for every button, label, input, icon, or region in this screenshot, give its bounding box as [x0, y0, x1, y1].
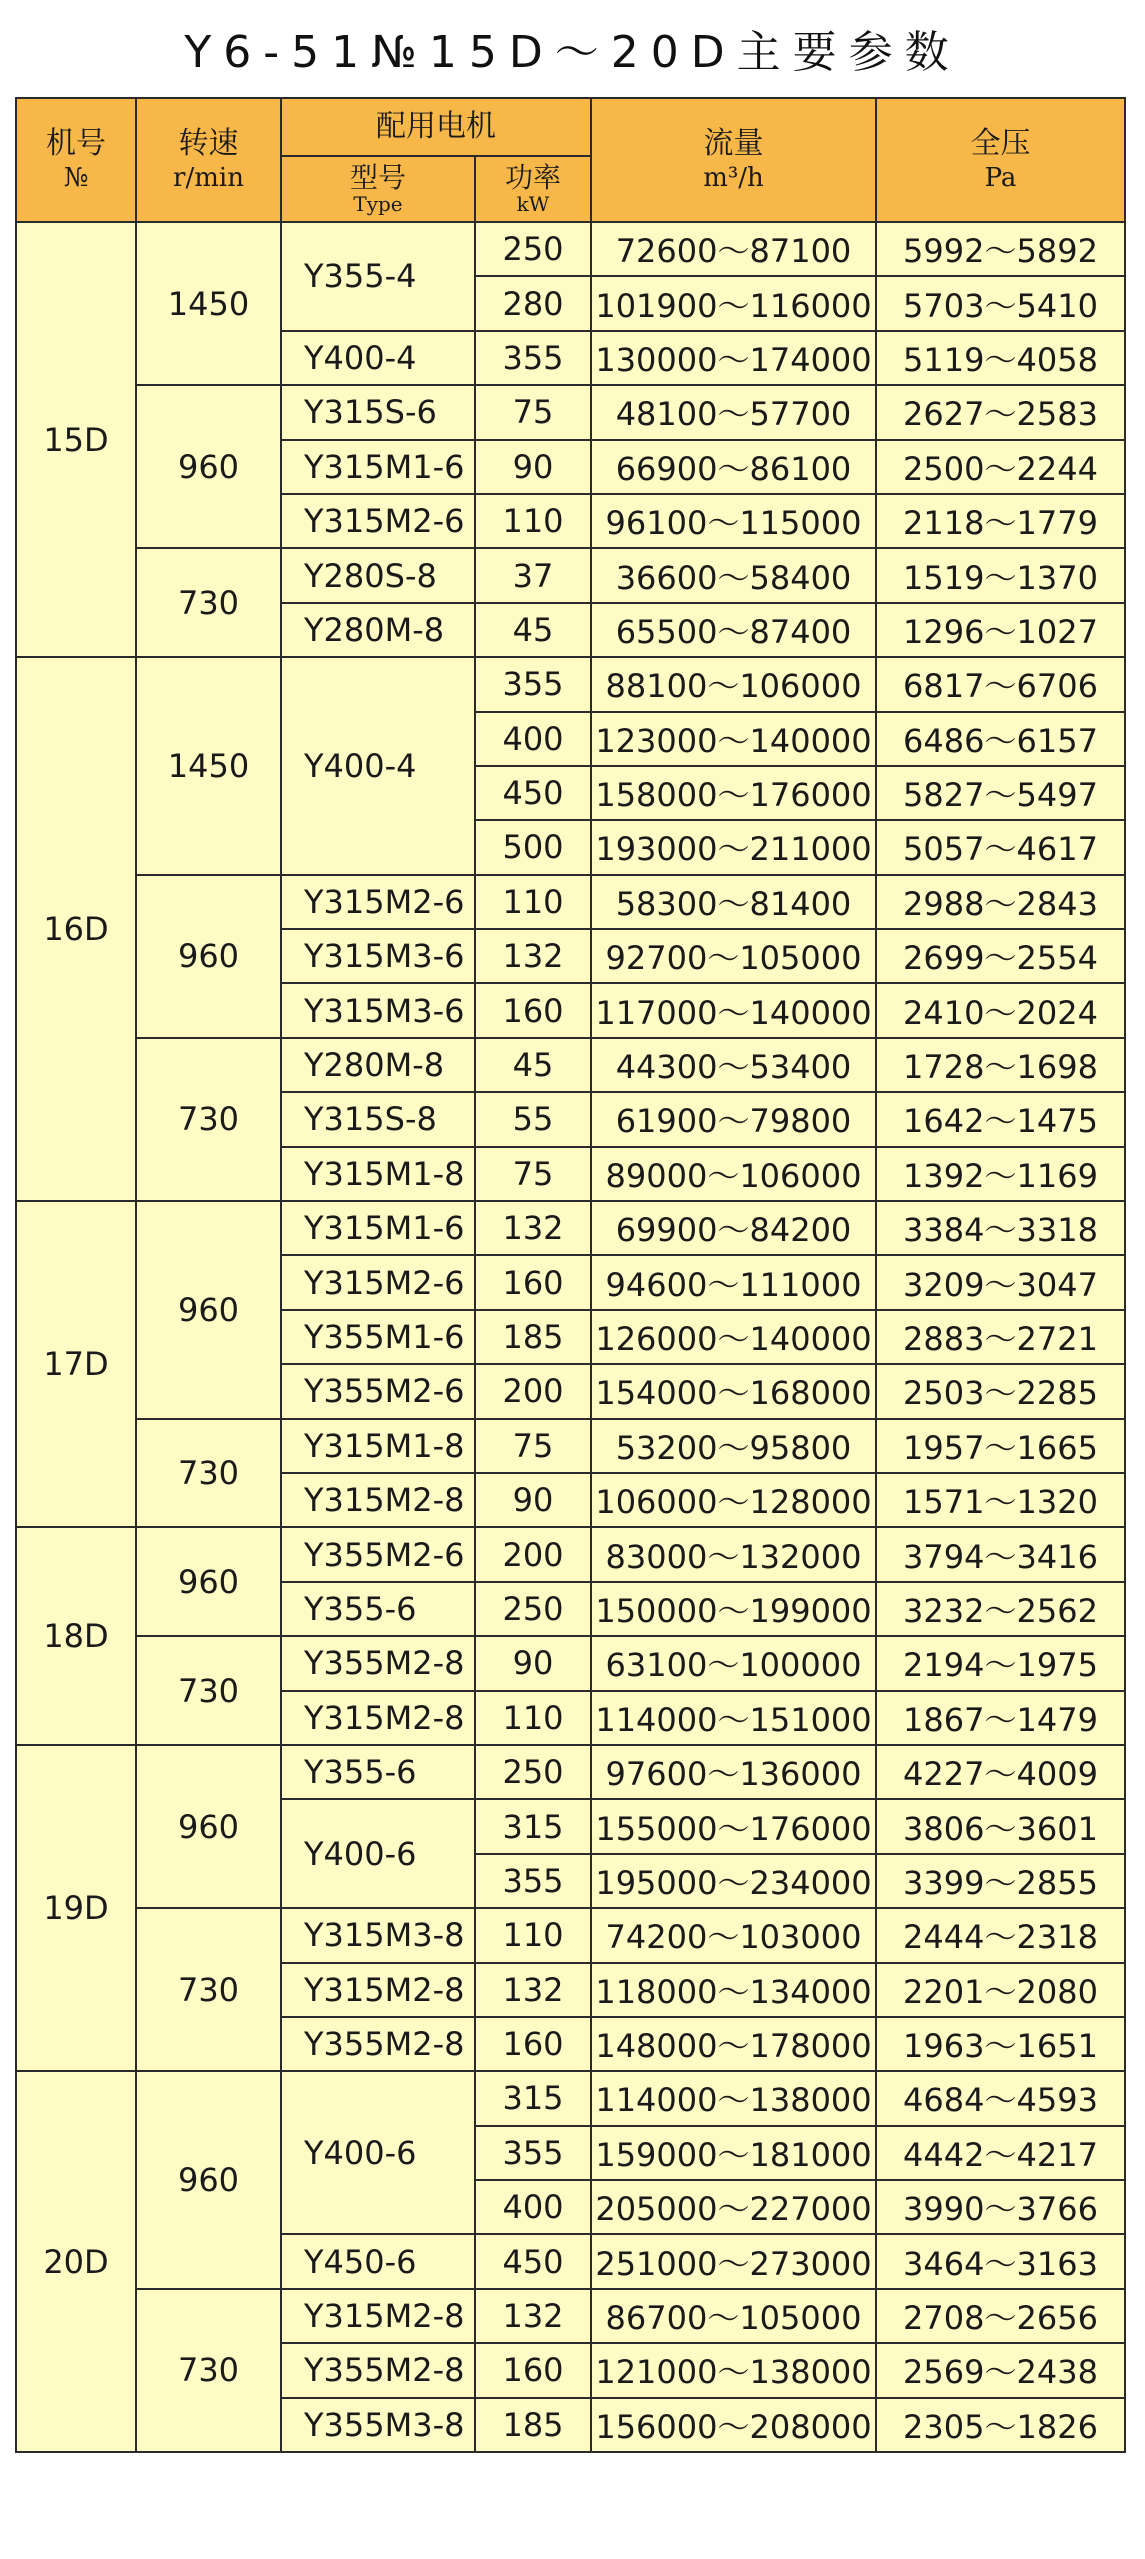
flow-cell: 74200～103000: [591, 1908, 876, 1962]
motor-model-cell: Y280M-8: [281, 1038, 475, 1092]
machine-no-cell: 16D: [16, 657, 136, 1201]
flow-cell: 156000～208000: [591, 2398, 876, 2452]
power-cell: 280: [475, 276, 591, 330]
power-cell: 75: [475, 1419, 591, 1473]
power-cell: 500: [475, 820, 591, 874]
power-cell: 90: [475, 1473, 591, 1527]
power-cell: 400: [475, 712, 591, 766]
flow-cell: 121000～138000: [591, 2343, 876, 2397]
flow-cell: 150000～199000: [591, 1582, 876, 1636]
power-cell: 132: [475, 2289, 591, 2343]
speed-cell: 960: [136, 385, 281, 548]
power-cell: 355: [475, 331, 591, 385]
motor-model-cell: Y355M1-6: [281, 1310, 475, 1364]
flow-cell: 92700～105000: [591, 929, 876, 983]
flow-cell: 88100～106000: [591, 657, 876, 711]
pressure-cell: 2500～2244: [876, 440, 1125, 494]
motor-model-cell: Y280M-8: [281, 603, 475, 657]
table-row: [16, 1038, 1125, 1092]
flow-cell: 114000～151000: [591, 1691, 876, 1745]
speed-cell: 730: [136, 548, 281, 657]
pressure-cell: 3794～3416: [876, 1527, 1125, 1581]
power-cell: 55: [475, 1092, 591, 1146]
speed-cell: 730: [136, 1636, 281, 1745]
motor-model-cell: Y315M2-6: [281, 494, 475, 548]
header-speed: 转速 r/min: [136, 98, 281, 222]
flow-cell: 118000～134000: [591, 1963, 876, 2017]
motor-model-cell: Y355M2-8: [281, 2017, 475, 2071]
machine-no-cell: 18D: [16, 1527, 136, 1745]
page-title: Y6-51№15D～20D主要参数: [184, 27, 961, 78]
power-cell: 250: [475, 1582, 591, 1636]
motor-model-cell: Y450-6: [281, 2234, 475, 2288]
flow-cell: 69900～84200: [591, 1201, 876, 1255]
motor-model-cell: Y315M1-8: [281, 1419, 475, 1473]
pressure-cell: 5057～4617: [876, 820, 1125, 874]
pressure-cell: 3806～3601: [876, 1799, 1125, 1853]
flow-cell: 65500～87400: [591, 603, 876, 657]
motor-model-cell: Y315M1-6: [281, 1201, 475, 1255]
pressure-cell: 1519～1370: [876, 548, 1125, 602]
motor-model-cell: Y315M2-6: [281, 1255, 475, 1309]
pressure-cell: 3384～3318: [876, 1201, 1125, 1255]
pressure-cell: 4684～4593: [876, 2071, 1125, 2125]
pressure-cell: 1392～1169: [876, 1147, 1125, 1201]
flow-cell: 96100～115000: [591, 494, 876, 548]
motor-model-cell: Y315M1-8: [281, 1147, 475, 1201]
machine-no-cell: 19D: [16, 1745, 136, 2071]
flow-cell: 114000～138000: [591, 2071, 876, 2125]
table-row: [16, 875, 1125, 929]
speed-cell: 960: [136, 1527, 281, 1636]
power-cell: 450: [475, 766, 591, 820]
motor-model-cell: Y315M2-8: [281, 2289, 475, 2343]
pressure-cell: 1728～1698: [876, 1038, 1125, 1092]
header-model: 型号 Type: [281, 156, 475, 222]
table-row: [16, 548, 1125, 602]
motor-model-cell: Y355-6: [281, 1582, 475, 1636]
motor-model-cell: Y315M3-6: [281, 929, 475, 983]
header-motor: 配用电机: [281, 98, 591, 156]
power-cell: 75: [475, 385, 591, 439]
pressure-cell: 5992～5892: [876, 222, 1125, 276]
speed-cell: 960: [136, 2071, 281, 2289]
header-pressure: 全压 Pa: [876, 98, 1125, 222]
power-cell: 450: [475, 2234, 591, 2288]
table-row: [16, 1201, 1125, 1255]
pressure-cell: 2708～2656: [876, 2289, 1125, 2343]
flow-cell: 193000～211000: [591, 820, 876, 874]
machine-no-cell: 20D: [16, 2071, 136, 2452]
speed-cell: 730: [136, 1908, 281, 2071]
power-cell: 132: [475, 1963, 591, 2017]
pressure-cell: 1571～1320: [876, 1473, 1125, 1527]
power-cell: 110: [475, 494, 591, 548]
speed-cell: 960: [136, 1745, 281, 1908]
flow-cell: 66900～86100: [591, 440, 876, 494]
power-cell: 160: [475, 2017, 591, 2071]
pressure-cell: 1963～1651: [876, 2017, 1125, 2071]
power-cell: 355: [475, 2126, 591, 2180]
flow-cell: 130000～174000: [591, 331, 876, 385]
pressure-cell: 2194～1975: [876, 1636, 1125, 1690]
pressure-cell: 1867～1479: [876, 1691, 1125, 1745]
header-machine-no: 机号 №: [16, 98, 136, 222]
pressure-cell: 2503～2285: [876, 1364, 1125, 1418]
flow-cell: 97600～136000: [591, 1745, 876, 1799]
motor-model-cell: Y315M1-6: [281, 440, 475, 494]
speed-cell: 960: [136, 1201, 281, 1419]
flow-cell: 154000～168000: [591, 1364, 876, 1418]
motor-model-cell: Y315S-6: [281, 385, 475, 439]
flow-cell: 159000～181000: [591, 2126, 876, 2180]
table-row: [16, 385, 1125, 439]
motor-model-cell: Y400-4: [281, 331, 475, 385]
pressure-cell: 5119～4058: [876, 331, 1125, 385]
pressure-cell: 3464～3163: [876, 2234, 1125, 2288]
pressure-cell: 5703～5410: [876, 276, 1125, 330]
pressure-cell: 3232～2562: [876, 1582, 1125, 1636]
pressure-cell: 6486～6157: [876, 712, 1125, 766]
pressure-cell: 2305～1826: [876, 2398, 1125, 2452]
power-cell: 132: [475, 929, 591, 983]
power-cell: 185: [475, 2398, 591, 2452]
pressure-cell: 2569～2438: [876, 2343, 1125, 2397]
header-row: [16, 98, 1125, 156]
motor-model-cell: Y315M2-8: [281, 1963, 475, 2017]
motor-model-cell: Y315M3-6: [281, 983, 475, 1037]
motor-model-cell: Y355-4: [281, 222, 475, 331]
pressure-cell: 2201～2080: [876, 1963, 1125, 2017]
power-cell: 110: [475, 1691, 591, 1745]
pressure-cell: 1296～1027: [876, 603, 1125, 657]
power-cell: 110: [475, 875, 591, 929]
power-cell: 75: [475, 1147, 591, 1201]
flow-cell: 155000～176000: [591, 1799, 876, 1853]
power-cell: 160: [475, 1255, 591, 1309]
table-row: [16, 657, 1125, 711]
flow-cell: 123000～140000: [591, 712, 876, 766]
flow-cell: 44300～53400: [591, 1038, 876, 1092]
speed-cell: 1450: [136, 657, 281, 875]
machine-no-cell: 15D: [16, 222, 136, 657]
motor-model-cell: Y400-6: [281, 1799, 475, 1908]
motor-model-cell: Y355-6: [281, 1745, 475, 1799]
flow-cell: 106000～128000: [591, 1473, 876, 1527]
power-cell: 160: [475, 983, 591, 1037]
flow-cell: 48100～57700: [591, 385, 876, 439]
table-row: [16, 1419, 1125, 1473]
motor-model-cell: Y355M2-6: [281, 1364, 475, 1418]
power-cell: 250: [475, 1745, 591, 1799]
pressure-cell: 2118～1779: [876, 494, 1125, 548]
flow-cell: 148000～178000: [591, 2017, 876, 2071]
flow-cell: 53200～95800: [591, 1419, 876, 1473]
power-cell: 37: [475, 548, 591, 602]
motor-model-cell: Y315M2-8: [281, 1691, 475, 1745]
flow-cell: 61900～79800: [591, 1092, 876, 1146]
flow-cell: 63100～100000: [591, 1636, 876, 1690]
power-cell: 250: [475, 222, 591, 276]
power-cell: 160: [475, 2343, 591, 2397]
header-flow: 流量 m³/h: [591, 98, 876, 222]
motor-model-cell: Y355M2-6: [281, 1527, 475, 1581]
motor-model-cell: Y355M2-8: [281, 1636, 475, 1690]
table-row: [16, 1636, 1125, 1690]
table-row: [16, 2071, 1125, 2125]
speed-cell: 730: [136, 1038, 281, 1201]
power-cell: 185: [475, 1310, 591, 1364]
flow-cell: 72600～87100: [591, 222, 876, 276]
power-cell: 315: [475, 2071, 591, 2125]
power-cell: 400: [475, 2180, 591, 2234]
header-power: 功率 kW: [475, 156, 591, 222]
motor-model-cell: Y315M3-8: [281, 1908, 475, 1962]
flow-cell: 94600～111000: [591, 1255, 876, 1309]
table-row: [16, 1908, 1125, 1962]
motor-model-cell: Y355M2-8: [281, 2343, 475, 2397]
pressure-cell: 3209～3047: [876, 1255, 1125, 1309]
pressure-cell: 2883～2721: [876, 1310, 1125, 1364]
flow-cell: 36600～58400: [591, 548, 876, 602]
flow-cell: 117000～140000: [591, 983, 876, 1037]
pressure-cell: 1642～1475: [876, 1092, 1125, 1146]
table-body: [16, 222, 1125, 2452]
table-row: [16, 2289, 1125, 2343]
pressure-cell: 2444～2318: [876, 1908, 1125, 1962]
table-row: [16, 222, 1125, 276]
flow-cell: 126000～140000: [591, 1310, 876, 1364]
speed-cell: 730: [136, 2289, 281, 2452]
pressure-cell: 2988～2843: [876, 875, 1125, 929]
flow-cell: 101900～116000: [591, 276, 876, 330]
power-cell: 110: [475, 1908, 591, 1962]
flow-cell: 195000～234000: [591, 1854, 876, 1908]
flow-cell: 89000～106000: [591, 1147, 876, 1201]
flow-cell: 251000～273000: [591, 2234, 876, 2288]
motor-model-cell: Y315M2-8: [281, 1473, 475, 1527]
speed-cell: 960: [136, 875, 281, 1038]
parameter-table: [15, 97, 1126, 2453]
power-cell: 45: [475, 603, 591, 657]
machine-no-cell: 17D: [16, 1201, 136, 1527]
power-cell: 45: [475, 1038, 591, 1092]
motor-model-cell: Y400-4: [281, 657, 475, 875]
power-cell: 200: [475, 1364, 591, 1418]
flow-cell: 205000～227000: [591, 2180, 876, 2234]
motor-model-cell: Y280S-8: [281, 548, 475, 602]
motor-model-cell: Y355M3-8: [281, 2398, 475, 2452]
power-cell: 200: [475, 1527, 591, 1581]
power-cell: 355: [475, 657, 591, 711]
pressure-cell: 2627～2583: [876, 385, 1125, 439]
motor-model-cell: Y315S-8: [281, 1092, 475, 1146]
pressure-cell: 1957～1665: [876, 1419, 1125, 1473]
motor-model-cell: Y315M2-6: [281, 875, 475, 929]
speed-cell: 1450: [136, 222, 281, 385]
power-cell: 90: [475, 440, 591, 494]
motor-model-cell: Y400-6: [281, 2071, 475, 2234]
power-cell: 132: [475, 1201, 591, 1255]
speed-cell: 730: [136, 1419, 281, 1528]
pressure-cell: 5827～5497: [876, 766, 1125, 820]
power-cell: 355: [475, 1854, 591, 1908]
pressure-cell: 4227～4009: [876, 1745, 1125, 1799]
flow-cell: 86700～105000: [591, 2289, 876, 2343]
power-cell: 90: [475, 1636, 591, 1690]
table-row: [16, 1745, 1125, 1799]
pressure-cell: 2699～2554: [876, 929, 1125, 983]
flow-cell: 58300～81400: [591, 875, 876, 929]
pressure-cell: 4442～4217: [876, 2126, 1125, 2180]
flow-cell: 83000～132000: [591, 1527, 876, 1581]
table-row: [16, 1527, 1125, 1581]
pressure-cell: 3990～3766: [876, 2180, 1125, 2234]
pressure-cell: 2410～2024: [876, 983, 1125, 1037]
flow-cell: 158000～176000: [591, 766, 876, 820]
power-cell: 315: [475, 1799, 591, 1853]
pressure-cell: 6817～6706: [876, 657, 1125, 711]
pressure-cell: 3399～2855: [876, 1854, 1125, 1908]
